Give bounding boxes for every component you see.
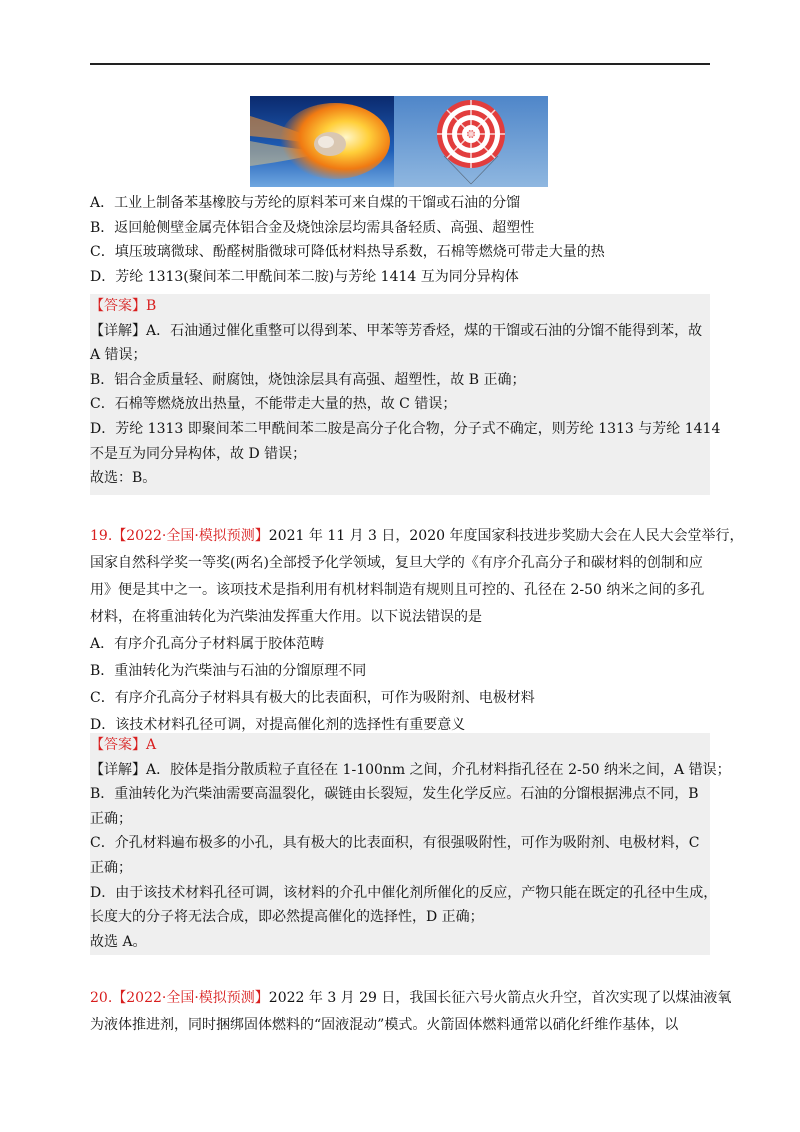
- answer-line: [90, 733, 710, 758]
- question-stem-line: 国家自然科学奖一等奖(两名)全部授予化学领域，复旦大学的《有序介孔高分子和碳材料的创制和应: [90, 555, 703, 571]
- explanation-line: B．铝合金质量轻、耐腐蚀，烧蚀涂层具有高强、超塑性，故 B 正确；: [90, 371, 526, 388]
- answer-value: A: [146, 737, 157, 753]
- option-a: A．工业上制备苯基橡胶与芳纶的原料苯可来自煤的干馏或石油的分馏: [90, 195, 521, 211]
- answer-value: B: [146, 298, 157, 314]
- option-b: B．重油转化为汽柴油与石油的分馏原理不同: [90, 663, 367, 679]
- header-rule: [90, 63, 710, 65]
- option-d: D．芳纶 1313(聚间苯二甲酰间苯二胺)与芳纶 1414 互为同分异构体: [90, 268, 519, 285]
- question-stem-line: [90, 985, 732, 1012]
- question-number: 20.: [90, 990, 113, 1006]
- question-stem-line: [90, 523, 744, 550]
- explanation-line: 正确；: [90, 859, 132, 876]
- explanation-line: 故选 A。: [90, 933, 147, 950]
- question-stem-line: 用》便是其中之一。该项技术是指利用有机材料制造有规则且可控的、孔径在 2-50 纳米之间的多孔: [90, 582, 705, 598]
- explanation-line: 【详解】A．石油通过催化重整可以得到苯、甲苯等芳香烃，煤的干馏或石油的分馏不能得到苯，故: [90, 322, 703, 339]
- stem-text: 2021 年 11 月 3 日，2020 年度国家科技进步奖励大会在人民大会堂举行，: [268, 528, 744, 544]
- parachute-image: [394, 96, 548, 187]
- option-a: A．有序介孔高分子材料属于胶体范畴: [90, 636, 325, 652]
- prev-answer-box: [90, 294, 721, 495]
- option-c: C．填压玻璃微球、酚醛树脂微球可降低材料热导系数，石棉等燃烧可带走大量的热: [90, 244, 605, 261]
- question-stem-line: 为液体推进剂，同时捆绑固体燃料的“固液混动”模式。火箭固体燃料通常以硝化纤维作基体，以: [90, 1017, 679, 1033]
- question-20: [90, 985, 732, 1039]
- question-source: 【2022·全国·模拟预测】: [112, 990, 269, 1006]
- answer-label: 【答案】: [90, 298, 146, 314]
- prev-question-options: [90, 191, 710, 289]
- question-number: 19.: [90, 528, 113, 544]
- answer-label: 【答案】: [90, 737, 146, 753]
- answer-line: [90, 294, 710, 319]
- explanation-line: D．芳纶 1313 即聚间苯二甲酰间苯二胺是高分子化合物，分子式不确定，则芳纶 1313 与芳纶 1414: [90, 420, 721, 437]
- option-d: D．该技术材料孔径可调，对提高催化剂的选择性有重要意义: [90, 717, 466, 733]
- explanation-line: B．重油转化为汽柴油需要高温裂化，碳链由长裂短，发生化学反应。石油的分馏根据沸点不同，B: [90, 786, 699, 803]
- question-source: 【2022·全国·模拟预测】: [112, 528, 269, 544]
- explanation-line: 长度大的分子将无法合成，即必然提高催化的选择性，D 正确；: [90, 909, 484, 926]
- reentry-capsule-image: [250, 96, 394, 187]
- explanation-line: 故选：B。: [90, 470, 157, 487]
- q19-answer-box: [90, 733, 731, 955]
- explanation-line: A 错误；: [90, 347, 147, 364]
- option-b: B．返回舱侧壁金属壳体铝合金及烧蚀涂层均需具备轻质、高强、超塑性: [90, 219, 535, 236]
- explanation-line: 正确；: [90, 810, 132, 827]
- explanation-line: 不是互为同分异构体，故 D 错误；: [90, 445, 307, 462]
- stem-text: 2022 年 3 月 29 日，我国长征六号火箭点火升空，首次实现了以煤油液氧: [268, 990, 732, 1006]
- question-19: [90, 523, 744, 739]
- question-stem-line: 材料，在将重油转化为汽柴油发挥重大作用。以下说法错误的是: [90, 609, 482, 625]
- option-c: C．有序介孔高分子材料具有极大的比表面积，可作为吸附剂、电极材料: [90, 690, 535, 706]
- explanation-line: C．介孔材料遍布极多的小孔，具有极大的比表面积，有很强吸附性，可作为吸附剂、电极材料，C: [90, 835, 700, 852]
- question-figure: [250, 96, 548, 187]
- explanation-line: C．石棉等燃烧放出热量，不能带走大量的热，故 C 错误；: [90, 396, 457, 413]
- explanation-line: D．由于该技术材料孔径可调，该材料的介孔中催化剂所催化的反应，产物只能在既定的孔径中生成，: [90, 884, 718, 901]
- explanation-line: 【详解】A．胶体是指分散质粒子直径在 1-100nm 之间，介孔材料指孔径在 2-50 纳米之间，A 错误；: [90, 761, 731, 778]
